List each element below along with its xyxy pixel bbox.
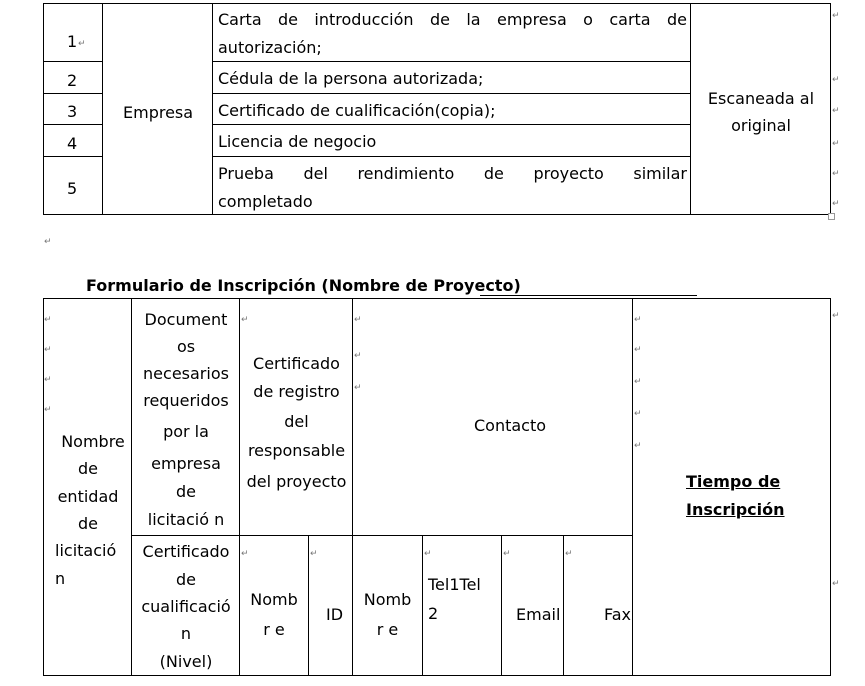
paragraph-mark: ↵ xyxy=(565,549,573,559)
paragraph-mark: ↵ xyxy=(832,311,840,321)
sub-nombre-label: Nomb xyxy=(250,590,298,609)
entity-header-line: Nombre xyxy=(61,432,125,451)
documents-header-line: licitació n xyxy=(147,510,225,529)
entity-header-line: entidad xyxy=(57,487,119,506)
title-underline xyxy=(480,295,697,296)
paragraph-mark: ↵ xyxy=(634,345,642,355)
registration-header-line: Certificado xyxy=(253,354,340,373)
requirement-text: Licencia de negocio xyxy=(218,132,377,151)
documents-header-line: Document xyxy=(144,310,228,329)
paragraph-mark: ↵ xyxy=(832,579,840,589)
form-title: Formulario de Inscripción (Nombre de Proyecto) xyxy=(86,276,521,295)
paragraph-mark: ↵ xyxy=(634,409,642,419)
paragraph-mark: ↵ xyxy=(241,549,249,559)
paragraph-mark: ↵ xyxy=(44,375,52,385)
paragraph-mark: ↵ xyxy=(310,549,318,559)
documents-header-line: necesarios xyxy=(143,364,229,383)
qualification-header-line: Certificado xyxy=(142,542,230,561)
sub-tel-label: Tel1Tel xyxy=(428,575,481,594)
sub-fax-label: Fax xyxy=(604,605,632,624)
paragraph-mark: ↵ xyxy=(832,139,840,149)
paragraph-mark: ↵ xyxy=(44,405,52,415)
contact-header-label: Contacto xyxy=(474,416,547,435)
paragraph-mark: ↵ xyxy=(354,315,362,325)
paragraph-mark: ↵ xyxy=(634,315,642,325)
qualification-header-line: (Nivel) xyxy=(159,652,213,671)
paragraph-mark: ↵ xyxy=(832,106,840,116)
registration-header-line: de registro xyxy=(253,382,340,401)
qualification-header-line: n xyxy=(180,624,192,643)
documents-header-line: requeridos xyxy=(143,391,229,410)
table-resize-handle[interactable] xyxy=(828,213,835,220)
paragraph-mark: ↵ xyxy=(78,39,86,49)
row-number: 4 xyxy=(67,134,78,153)
qualification-header-line: de xyxy=(176,570,196,589)
paragraph-mark: ↵ xyxy=(832,169,840,179)
paragraph-mark: ↵ xyxy=(354,351,362,361)
paragraph-mark: ↵ xyxy=(832,199,840,209)
time-header-line: Tiempo de xyxy=(686,472,781,491)
sub-nombre-label: r e xyxy=(376,620,399,639)
requirement-text-line: autorización; xyxy=(218,38,322,57)
requirement-text-line: completado xyxy=(218,192,313,211)
registration-header-line: responsable xyxy=(247,441,346,460)
registration-header-line: del proyecto xyxy=(246,472,347,491)
documents-header-line: de xyxy=(176,482,196,501)
documents-header-line: por la xyxy=(163,422,209,441)
entity-header-line: de xyxy=(78,459,98,478)
row-number: 2 xyxy=(67,71,78,90)
row-number: 5 xyxy=(67,179,78,198)
sub-nombre-label: r e xyxy=(263,620,285,639)
requirement-text: Cédula de la persona autorizada; xyxy=(218,69,484,88)
paragraph-mark: ↵ xyxy=(44,237,52,247)
entity-header-line: n xyxy=(55,569,66,588)
sub-id-label: ID xyxy=(326,605,344,624)
paragraph-mark: ↵ xyxy=(44,345,52,355)
documents-header-line: os xyxy=(176,337,196,356)
requirement-text-line: Prueba del rendimiento de proyecto similar xyxy=(218,164,687,183)
paragraph-mark: ↵ xyxy=(832,11,840,21)
row-number: 1 xyxy=(67,32,78,51)
category-label: Empresa xyxy=(123,103,194,122)
registration-header-line: del xyxy=(284,412,309,431)
paragraph-mark: ↵ xyxy=(503,549,511,559)
paragraph-mark: ↵ xyxy=(634,377,642,387)
paragraph-mark: ↵ xyxy=(832,75,840,85)
status-text-line: original xyxy=(731,116,791,135)
qualification-header-line: cualificació xyxy=(141,597,231,616)
sub-email-label: Email xyxy=(516,605,561,624)
entity-header-line: licitació xyxy=(55,541,117,560)
paragraph-mark: ↵ xyxy=(634,441,642,451)
requirement-text-line: Carta de introducción de la empresa o carta de xyxy=(218,10,687,29)
paragraph-mark: ↵ xyxy=(424,549,432,559)
paragraph-mark: ↵ xyxy=(354,383,362,393)
row-number: 3 xyxy=(67,102,78,121)
requirement-text: Certificado de cualificación(copia); xyxy=(218,101,496,120)
time-header-line: Inscripción xyxy=(686,500,785,519)
paragraph-mark: ↵ xyxy=(241,315,249,325)
status-text-line: Escaneada al xyxy=(707,89,815,108)
entity-header-line: de xyxy=(78,514,98,533)
sub-tel-label: 2 xyxy=(428,604,439,623)
documents-header-line: empresa xyxy=(151,454,221,473)
sub-nombre-label: Nomb xyxy=(363,590,412,609)
paragraph-mark: ↵ xyxy=(44,315,52,325)
